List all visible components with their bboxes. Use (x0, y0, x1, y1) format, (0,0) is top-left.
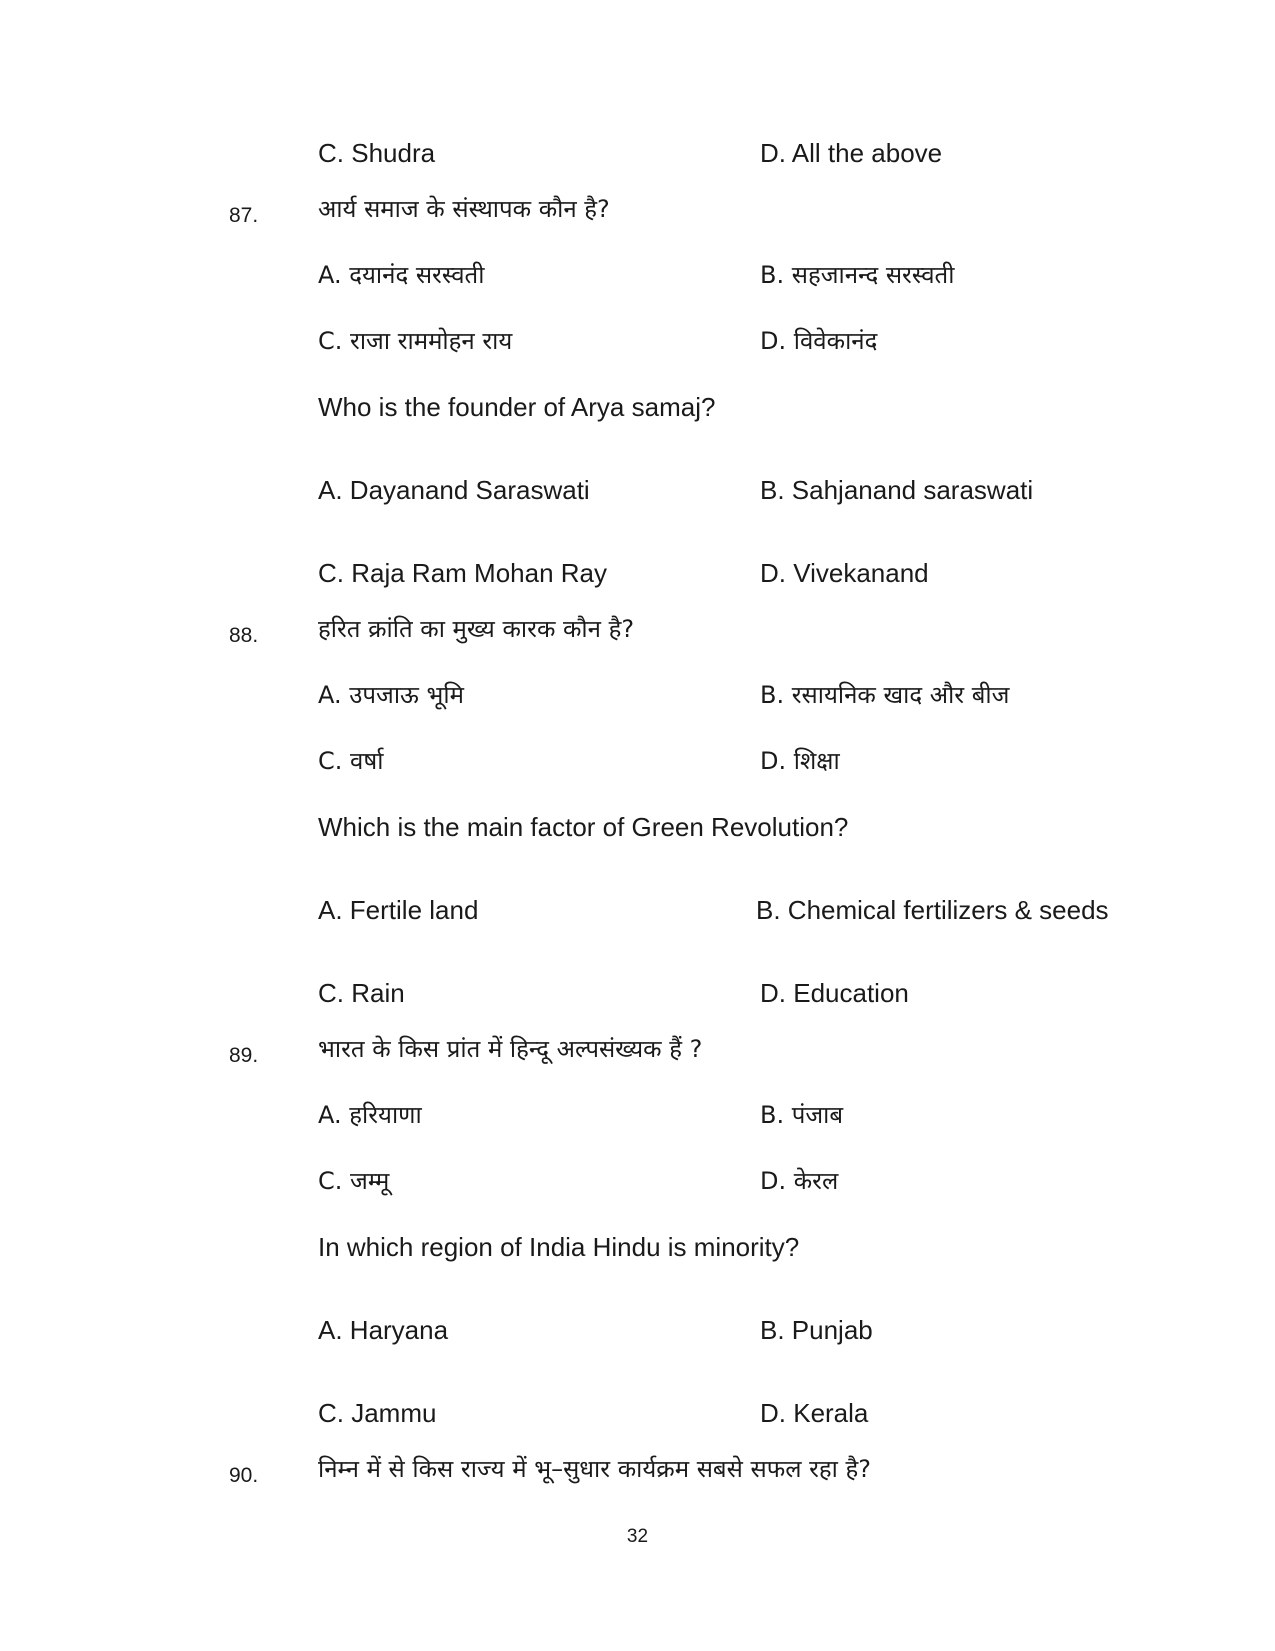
q88-hindi-option-c: C. वर्षा (318, 747, 384, 775)
q88-hindi-option-b: B. रसायनिक खाद और बीज (760, 681, 1010, 709)
q89-english-option-d: D. Kerala (760, 1398, 869, 1428)
q87-english-option-c: C. Raja Ram Mohan Ray (318, 558, 607, 588)
q89-hindi-option-c: C. जम्मू (318, 1167, 390, 1195)
q87-english-question: Who is the founder of Arya samaj? (318, 392, 716, 422)
q87-hindi-option-c: C. राजा राममोहन राय (318, 327, 513, 355)
q89-hindi-option-a: A. हरियाणा (318, 1101, 422, 1129)
page-number: 32 (626, 1526, 649, 1547)
question-number-89: 89. (229, 1044, 259, 1067)
question-number-90: 90. (229, 1464, 259, 1487)
q88-english-option-c: C. Rain (318, 978, 405, 1008)
q88-english-option-d: D. Education (760, 978, 909, 1008)
q87-hindi-option-d: D. विवेकानंद (760, 327, 878, 355)
q88-hindi-question: हरित क्रांति का मुख्य कारक कौन है? (318, 615, 635, 643)
q88-hindi-option-a: A. उपजाऊ भूमि (318, 681, 464, 709)
q87-hindi-option-b: B. सहजानन्द सरस्वती (760, 261, 955, 289)
q89-english-option-c: C. Jammu (318, 1398, 437, 1428)
q88-english-option-b: B. Chemical fertilizers & seeds (756, 895, 1109, 925)
q89-hindi-question: भारत के किस प्रांत में हिन्दू अल्पसंख्यक हैं ? (318, 1035, 703, 1063)
q90-hindi-question: निम्न में से किस राज्य में भू–सुधार कार्यक्रम सबसे सफल रहा है? (318, 1455, 871, 1483)
q88-english-option-a: A. Fertile land (318, 895, 479, 925)
q87-english-option-d: D. Vivekanand (760, 558, 929, 588)
q87-english-option-b: B. Sahjanand saraswati (760, 475, 1034, 505)
q89-hindi-option-b: B. पंजाब (760, 1101, 844, 1129)
q89-hindi-option-d: D. केरल (760, 1167, 839, 1195)
question-number-87: 87. (229, 204, 259, 227)
q86-option-c: C. Shudra (318, 138, 436, 168)
q87-english-option-a: A. Dayanand Saraswati (318, 475, 590, 505)
q89-english-option-a: A. Haryana (318, 1315, 449, 1345)
q87-hindi-option-a: A. दयानंद सरस्वती (318, 261, 485, 289)
q89-english-option-b: B. Punjab (760, 1315, 873, 1345)
q86-option-d: D. All the above (760, 138, 943, 168)
q88-hindi-option-d: D. शिक्षा (760, 747, 840, 775)
q89-english-question: In which region of India Hindu is minority? (318, 1232, 800, 1262)
q88-english-question: Which is the main factor of Green Revolution? (318, 812, 849, 842)
question-number-88: 88. (229, 624, 259, 647)
q87-hindi-question: आर्य समाज के संस्थापक कौन है? (318, 195, 610, 223)
